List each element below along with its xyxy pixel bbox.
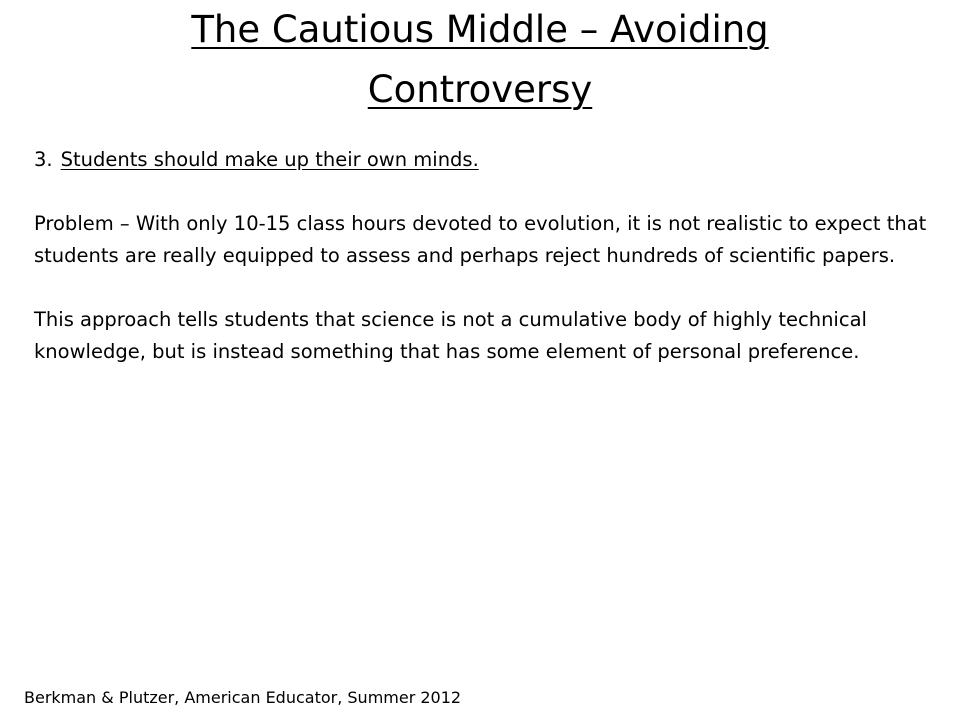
slide-title-line-2: Controversy <box>367 68 593 111</box>
point-number: 3. <box>34 148 53 171</box>
slide-title-line-1: The Cautious Middle – Avoiding <box>191 8 769 51</box>
approach-paragraph: This approach tells students that science is not a cumulative body of highly technical knowledge, but is instead something that has some element of personal preference. <box>34 308 867 363</box>
problem-paragraph: Problem – With only 10-15 class hours devoted to evolution, it is not realistic to expect that students are really equipped to assess and perhaps reject hundreds of scientific papers. <box>34 212 927 267</box>
point-heading: Students should make up their own minds. <box>60 148 479 171</box>
slide-body <box>34 144 934 400</box>
slide-title <box>0 0 960 120</box>
citation: Berkman & Plutzer, American Educator, Summer 2012 <box>24 688 462 707</box>
numbered-point <box>34 144 934 176</box>
